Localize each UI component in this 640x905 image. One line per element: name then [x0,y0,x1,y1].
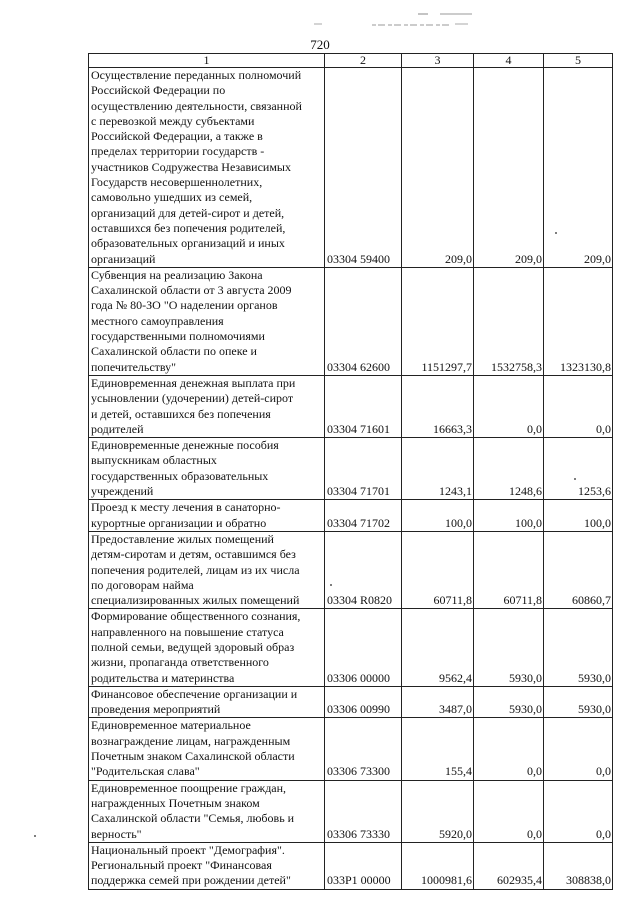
amount-column-3: 3487,0 [402,686,474,718]
column-header: 4 [474,54,544,68]
table-row [89,780,613,842]
amount-column-5: 1253,6 [544,438,613,500]
budget-classification-code: 03304 71702 [325,500,402,532]
budget-classification-code: 03306 73330 [325,780,402,842]
scan-speck [34,835,36,837]
amount-column-5: 5930,0 [544,686,613,718]
column-header: 1 [89,54,325,68]
amount-column-4: 1532758,3 [474,267,544,375]
amount-column-4: 60711,8 [474,531,544,608]
budget-classification-code: 03304 59400 [325,68,402,268]
column-header: 2 [325,54,402,68]
amount-column-4: 100,0 [474,500,544,532]
column-header: 3 [402,54,474,68]
amount-column-5: 308838,0 [544,842,613,889]
amount-column-5: 100,0 [544,500,613,532]
amount-column-3: 60711,8 [402,531,474,608]
amount-column-3: 209,0 [402,68,474,268]
budget-item-name: Единовременные денежные пособия выпускникам областных государственных образовательных учреждений [89,438,325,500]
amount-column-4: 209,0 [474,68,544,268]
budget-classification-code: 03304 71601 [325,375,402,437]
budget-item-name: Единовременная денежная выплата при усыновлении (удочерении) детей-сирот и детей, оставшихся без попечения родителей [89,375,325,437]
amount-column-5: 209,0 [544,68,613,268]
budget-classification-code: 03304 71701 [325,438,402,500]
budget-item-name: Национальный проект "Демография". Региональный проект "Финансовая поддержка семей при рождении детей" [89,842,325,889]
amount-column-4: 5930,0 [474,686,544,718]
amount-column-3: 5920,0 [402,780,474,842]
amount-column-4: 0,0 [474,780,544,842]
amount-column-5: 0,0 [544,375,613,437]
column-header: 5 [544,54,613,68]
budget-table [88,53,613,890]
amount-column-5: 1323130,8 [544,267,613,375]
table-row [89,438,613,500]
budget-item-name: Проезд к месту лечения в санаторно- курортные организации и обратно [89,500,325,532]
amount-column-4: 5930,0 [474,609,544,686]
table-row [89,375,613,437]
amount-column-3: 155,4 [402,718,474,780]
table-row [89,267,613,375]
table-row [89,686,613,718]
amount-column-5: 0,0 [544,718,613,780]
budget-item-name: Единовременное поощрение граждан, награжденных Почетным знаком Сахалинской области "Семья, любовь и верность" [89,780,325,842]
amount-column-3: 1000981,6 [402,842,474,889]
page-number: 720 [310,37,330,52]
scan-speck [574,478,576,480]
amount-column-4: 0,0 [474,375,544,437]
budget-classification-code: 03304 R0820 [325,531,402,608]
scan-speck [555,232,557,234]
amount-column-4: 1248,6 [474,438,544,500]
table-row [89,68,613,268]
amount-column-3: 16663,3 [402,375,474,437]
table-row [89,609,613,686]
budget-classification-code: 03306 00000 [325,609,402,686]
amount-column-4: 602935,4 [474,842,544,889]
budget-item-name: Финансовое обеспечение организации и проведения мероприятий [89,686,325,718]
amount-column-3: 9562,4 [402,609,474,686]
amount-column-3: 1151297,7 [402,267,474,375]
budget-classification-code: 03306 00990 [325,686,402,718]
table-row [89,500,613,532]
amount-column-3: 1243,1 [402,438,474,500]
budget-classification-code: 03306 73300 [325,718,402,780]
budget-item-name: Единовременное материальное вознаграждение лицам, награжденным Почетным знаком Сахалинской области "Родительская слава" [89,718,325,780]
amount-column-5: 60860,7 [544,531,613,608]
table-row [89,718,613,780]
amount-column-3: 100,0 [402,500,474,532]
amount-column-5: 5930,0 [544,609,613,686]
budget-classification-code: 033P1 00000 [325,842,402,889]
budget-item-name: Субвенция на реализацию Закона Сахалинской области от 3 августа 2009 года № 80-ЗО "О наделении органов местного самоуправления государственными полномочиями Сахалинской области по опеке и попечительству" [89,267,325,375]
amount-column-4: 0,0 [474,718,544,780]
budget-item-name: Осуществление переданных полномочий Российской Федерации по осуществлению деятельности, связанной с перевозкой между субъектами Российской Федерации, а также в пределах территории государств - участников Содружества Независимых Государств несовершеннолетних, самовольно ушедших из семей, организаций для детей-сирот и детей, оставшихся без попечения родителей, образовательных организаций и иных организаций [89,68,325,268]
amount-column-5: 0,0 [544,780,613,842]
table-header-row [89,54,613,68]
scan-speck [330,584,332,586]
budget-item-name: Формирование общественного сознания, направленного на повышение статуса полной семьи, ведущей здоровый образ жизни, пропаганда ответственного родительства и материнства [89,609,325,686]
budget-item-name: Предоставление жилых помещений детям-сиротам и детям, оставшимся без попечения родителей, лицам из их числа по договорам найма специализированных жилых помещений [89,531,325,608]
scan-artifact-marks [300,10,480,30]
table-row [89,842,613,889]
budget-classification-code: 03304 62600 [325,267,402,375]
table-row [89,531,613,608]
